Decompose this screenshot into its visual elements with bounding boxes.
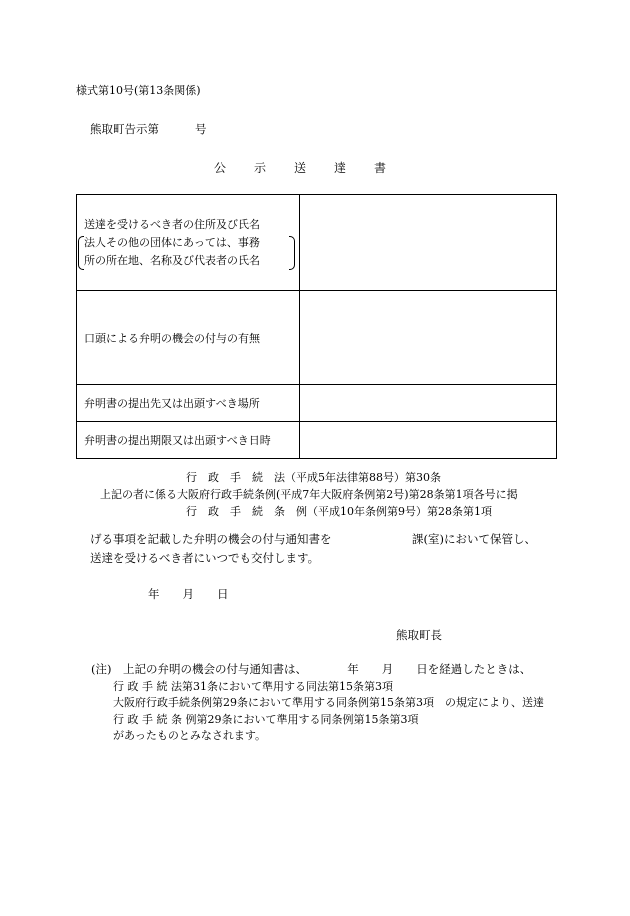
title-char: 示 <box>254 161 267 175</box>
law-reference-act: 行 政 手 続 法（平成5年法律第88号）第30条 <box>186 471 441 484</box>
note-line-5: があったものとみなされます。 <box>113 729 267 742</box>
info-table <box>76 194 557 459</box>
right-paren-icon <box>289 236 295 270</box>
left-paren-icon <box>78 236 84 270</box>
document-title <box>214 159 386 176</box>
issue-date: 年 月 日 <box>148 587 229 601</box>
table-row <box>77 291 557 385</box>
table-row <box>77 195 557 291</box>
note-line-4: 行 政 手 続 条 例第29条において準用する同条例第15条第3項 <box>113 713 419 726</box>
title-char: 公 <box>214 161 227 175</box>
submission-deadline-value <box>299 422 556 459</box>
oral-hearing-label: 口頭による弁明の機会の付与の有無 <box>77 291 300 385</box>
law-reference-prefecture: 上記の者に係る大阪府行政手続条例(平成7年大阪府条例第2号)第28条第1項各号に掲 <box>100 488 518 501</box>
notice-suffix: 号 <box>195 122 207 136</box>
title-char: 書 <box>374 161 387 175</box>
address-name-value <box>299 195 556 291</box>
parenthetical-note <box>84 234 299 270</box>
title-char: 達 <box>334 161 347 175</box>
title-char: 送 <box>294 161 307 175</box>
label-line: 所の所在地、名称及び代表者の氏名 <box>84 253 260 267</box>
statement-line-2: 送達を受けるべき者にいつでも交付します。 <box>90 551 320 565</box>
label-line: 送達を受けるべき者の住所及び氏名 <box>84 217 260 231</box>
submission-place-value <box>299 385 556 422</box>
form-number: 様式第10号(第13条関係) <box>76 84 201 97</box>
statement-line-1: げる事項を記載した弁明の機会の付与通知書を 課(室)において保管し、 <box>90 532 536 546</box>
oral-hearing-value <box>299 291 556 385</box>
issuer-mayor: 熊取町長 <box>396 628 442 642</box>
notice-prefix: 熊取町告示第 <box>90 122 159 136</box>
table-row <box>77 422 557 459</box>
submission-deadline-label: 弁明書の提出期限又は出頭すべき日時 <box>77 422 300 459</box>
law-reference-town: 行 政 手 続 条 例（平成10年条例第9号）第28条第1項 <box>186 505 492 518</box>
label-line: 法人その他の団体にあっては、事務 <box>84 235 260 249</box>
note-line-3: 大阪府行政手続条例第29条において準用する同条例第15条第3項 の規定により、送達 <box>113 696 544 709</box>
submission-place-label: 弁明書の提出先又は出頭すべき場所 <box>77 385 300 422</box>
notice-number <box>90 121 207 137</box>
address-name-label <box>77 195 300 291</box>
table-row <box>77 385 557 422</box>
note-line-2: 行 政 手 続 法第31条において準用する同法第15条第3項 <box>113 680 393 693</box>
note-line-1: (注) 上記の弁明の機会の付与通知書は、 年 月 日を経過したときは、 <box>91 662 532 676</box>
